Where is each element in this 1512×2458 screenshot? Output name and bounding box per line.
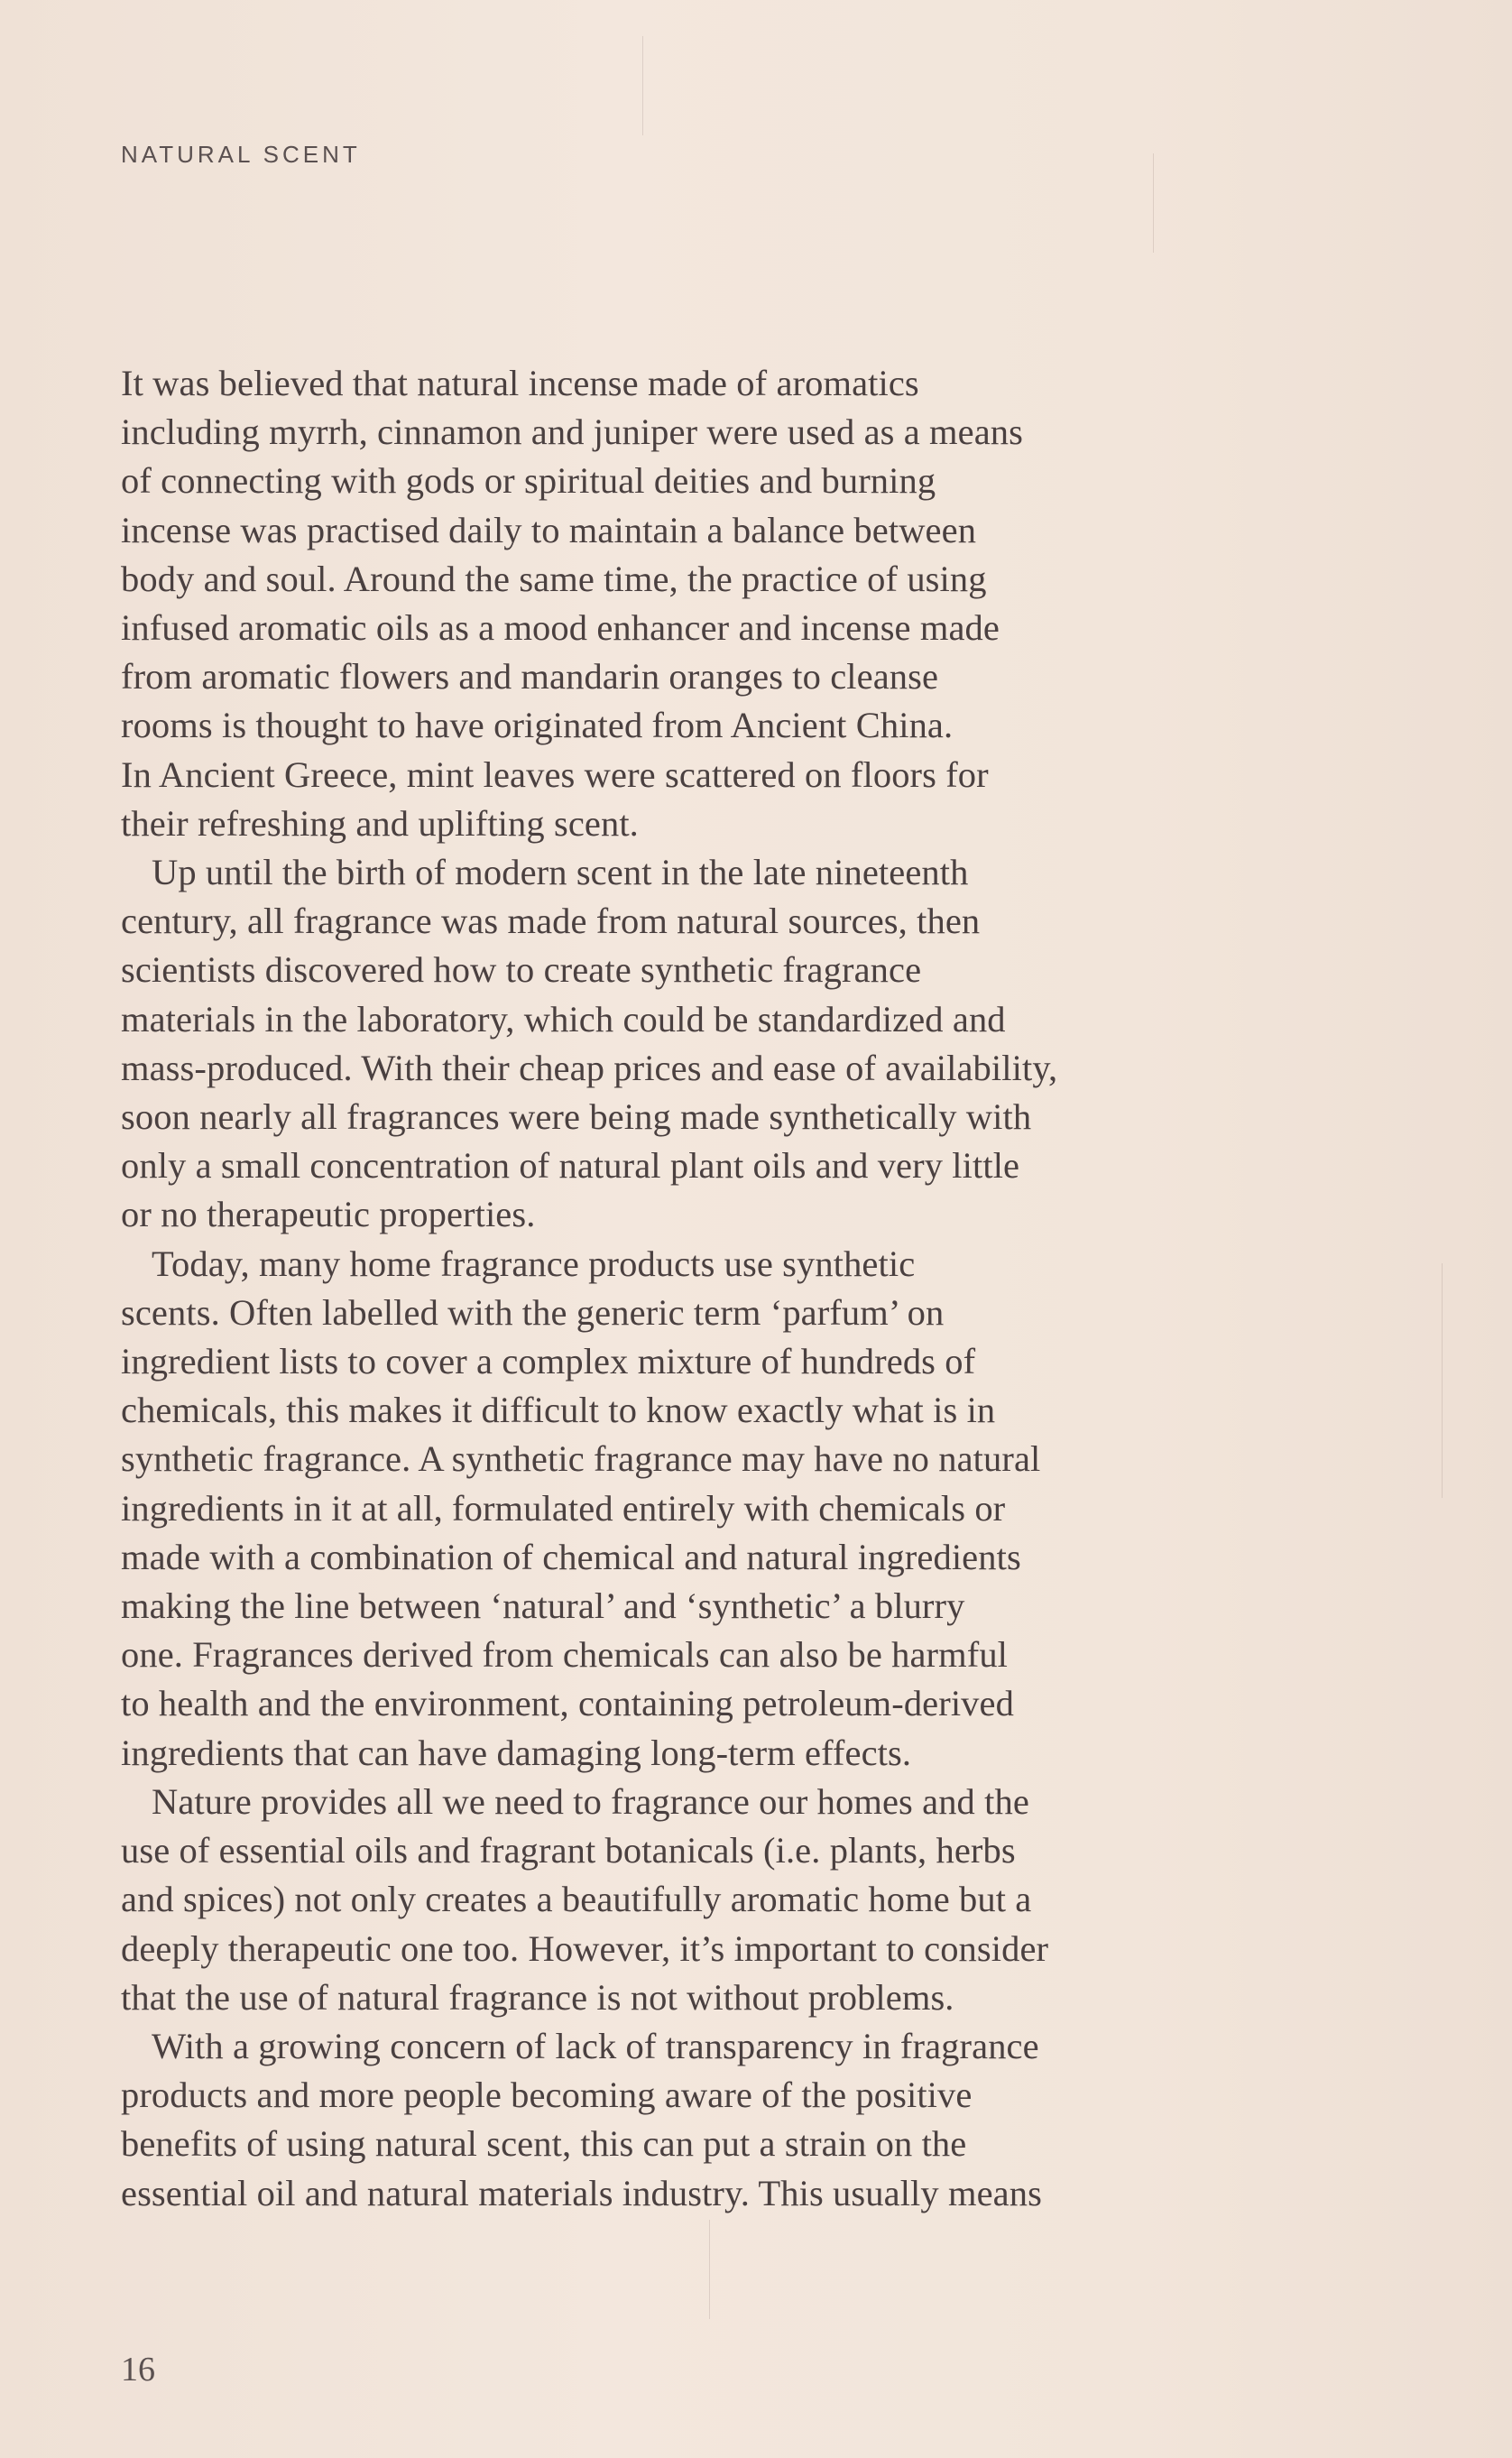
paper-crease (642, 36, 643, 135)
text-line: scientists discovered how to create synthetic fragrance (121, 949, 922, 991)
text-line: only a small concentration of natural plant oils and very little (121, 1145, 1020, 1187)
text-line: chemicals, this makes it difficult to know exactly what is in (121, 1390, 996, 1431)
text-line: incense was practised daily to maintain a balance between (121, 509, 977, 550)
paragraph-first-line: Today, many home fragrance products use synthetic (152, 1243, 916, 1284)
text-line: or no therapeutic properties. (121, 1194, 536, 1235)
paragraph-first-line: Nature provides all we need to fragrance our homes and the (152, 1780, 1029, 1822)
text-line: to health and the environment, containing petroleum-derived (121, 1683, 1014, 1724)
body-text (121, 359, 1185, 2218)
text-line: ingredients that can have damaging long-term effects. (121, 1732, 912, 1773)
text-line: synthetic fragrance. A synthetic fragrance may have no natural (121, 1438, 1041, 1480)
text-line: deeply therapeutic one too. However, it’s important to consider (121, 1927, 1049, 1969)
text-line: ingredient lists to cover a complex mixture of hundreds of (121, 1341, 976, 1382)
text-line: benefits of using natural scent, this can put a strain on the (121, 2123, 967, 2165)
text-line: products and more people becoming aware of the positive (121, 2075, 973, 2116)
text-line: made with a combination of chemical and natural ingredients (121, 1536, 1021, 1577)
paper-crease (709, 2220, 710, 2319)
paper-crease (1442, 1263, 1443, 1498)
text-line: including myrrh, cinnamon and juniper were used as a means (121, 411, 1024, 453)
text-line: mass-produced. With their cheap prices and ease of availability, (121, 1047, 1058, 1088)
page-number: 16 (121, 2351, 155, 2389)
text-line: one. Fragrances derived from chemicals can also be harmful (121, 1634, 1009, 1676)
paragraph-first-line: Up until the birth of modern scent in the late nineteenth (152, 852, 969, 893)
text-line: of connecting with gods or spiritual deities and burning (121, 460, 936, 502)
text-line: that the use of natural fragrance is not without problems. (121, 1976, 954, 2018)
text-line: body and soul. Around the same time, the practice of using (121, 558, 987, 599)
text-line: soon nearly all fragrances were being made synthetically with (121, 1096, 1032, 1138)
text-line: from aromatic flowers and mandarin oranges to cleanse (121, 656, 939, 698)
text-line: making the line between ‘natural’ and ‘synthetic’ a blurry (121, 1585, 965, 1627)
text-line: materials in the laboratory, which could be standardized and (121, 998, 1006, 1040)
text-line: infused aromatic oils as a mood enhancer and incense made (121, 607, 1000, 649)
text-line: their refreshing and uplifting scent. (121, 802, 639, 844)
text-line: use of essential oils and fragrant botanicals (i.e. plants, herbs (121, 1830, 1016, 1871)
text-line: In Ancient Greece, mint leaves were scattered on floors for (121, 753, 989, 795)
text-line: scents. Often labelled with the generic term ‘parfum’ on (121, 1291, 945, 1333)
text-line: rooms is thought to have originated from Ancient China. (121, 705, 954, 746)
text-line: century, all fragrance was made from natural sources, then (121, 901, 981, 942)
paper-crease (1153, 153, 1154, 253)
text-line: ingredients in it at all, formulated entirely with chemicals or (121, 1487, 1006, 1529)
running-header: NATURAL SCENT (121, 141, 361, 168)
text-line: It was believed that natural incense made of aromatics (121, 363, 919, 403)
paragraph-first-line: With a growing concern of lack of transparency in fragrance (152, 2025, 1039, 2066)
text-line: essential oil and natural materials industry. This usually means (121, 2172, 1042, 2213)
text-line: and spices) not only creates a beautifully aromatic home but a (121, 1879, 1032, 1920)
